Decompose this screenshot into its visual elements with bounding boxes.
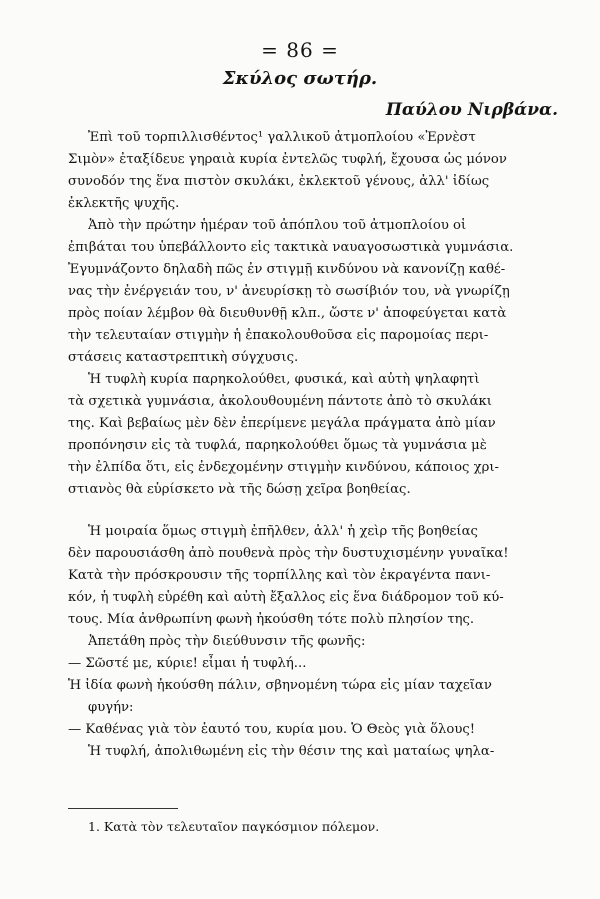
text-line: δὲν παρουσιάσθη ἀπὸ πουθενὰ πρὸς τὴν δυστυχισμένην γυναῖκα! xyxy=(68,546,509,561)
footnote-divider xyxy=(68,808,178,809)
text-line: Σιμὸν» ἐταξίδευε γηραιὰ κυρία ἐντελῶς τυφλή, ἔχουσα ὡς μόνον xyxy=(68,152,507,167)
text-line: Ἡ ἰδία φωνὴ ἠκούσθη πάλιν, σβηνομένη τώρα εἰς μίαν ταχεῖαν xyxy=(68,678,492,693)
text-line: νας τὴν ἐνέργειάν του, ν' ἀνευρίσκῃ τὸ σωσίβιόν του, νὰ γνωρίζῃ xyxy=(68,284,510,299)
text-line: προπόνησιν εἰς τὰ τυφλά, παρηκολούθει ὅμως τὰ γυμνάσια μὲ xyxy=(68,438,487,453)
text-line: τὴν ἐλπίδα ὅτι, εἰς ἐνδεχομένην στιγμὴν κινδύνου, κάποιος χρι- xyxy=(68,460,499,475)
text-line: ἐκλεκτῆς ψυχῆς. xyxy=(68,196,180,211)
text-line: Ἐπὶ τοῦ τορπιλλισθέντος¹ γαλλικοῦ ἀτμοπλοίου «Ἐρνὲστ xyxy=(88,130,476,145)
text-line: τὰ σχετικὰ γυμνάσια, ἀκολουθουμένη πάντοτε ἀπὸ τὸ σκυλάκι xyxy=(68,394,492,409)
footnote: 1. Κατὰ τὸν τελευταῖον παγκόσμιον πόλεμον. xyxy=(88,819,380,834)
text-line: της. Καὶ βεβαίως μὲν δὲν ἐπερίμενε μεγάλα πράγματα ἀπὸ μίαν xyxy=(68,416,496,431)
text-line: στιανὸς θὰ εὑρίσκετο νὰ τῆς δώσῃ χεῖρα βοηθείας. xyxy=(68,482,411,497)
author-name: Παύλου Νιρβάνα. xyxy=(385,100,558,120)
story-title: Σκύλος σωτήρ. xyxy=(222,68,378,89)
text-line: πρὸς ποίαν λέμβον θὰ διευθυνθῇ κλπ., ὥστε ν' ἀποφεύγεται κατὰ xyxy=(68,306,507,321)
text-line: συνοδόν της ἕνα πιστὸν σκυλάκι, ἐκλεκτοῦ γένους, ἀλλ' ἰδίως xyxy=(68,174,490,189)
text-line: κόν, ἡ τυφλὴ εὑρέθη καὶ αὐτὴ ἔξαλλος εἰς ἕνα διάδρομον τοῦ κύ- xyxy=(68,590,504,605)
text-line: Κατὰ τὴν πρόσκρουσιν τῆς τορπίλλης καὶ τὸν ἐκραγέντα πανι- xyxy=(68,568,491,583)
page-number: = 86 = xyxy=(261,38,339,62)
text-line: Ἡ μοιραία ὅμως στιγμὴ ἐπῆλθεν, ἀλλ' ἡ χεὶρ τῆς βοηθείας xyxy=(88,524,478,539)
text-line: φυγήν: xyxy=(88,700,134,715)
text-line: Ἡ τυφλή, ἀπολιθωμένη εἰς τὴν θέσιν της καὶ ματαίως ψηλα- xyxy=(88,744,495,759)
text-line: ἐπιβάται του ὑπεβάλλοντο εἰς τακτικὰ ναυαγοσωστικὰ γυμνάσια. xyxy=(68,240,514,255)
text-line: στάσεις καταστρεπτικὴ σύγχυσις. xyxy=(68,350,299,365)
text-line: Ἀπὸ τὴν πρώτην ἡμέραν τοῦ ἀπόπλου τοῦ ἀτμοπλοίου οἱ xyxy=(88,218,467,233)
text-line: Ἡ τυφλὴ κυρία παρηκολούθει, φυσικά, καὶ αὐτὴ ψηλαφητὶ xyxy=(88,372,480,387)
text-line: — Καθένας γιὰ τὸν ἑαυτό του, κυρία μου. Ὁ Θεὸς γιὰ ὅλους! xyxy=(68,722,476,737)
text-line: Ἐγυμνάζοντο δηλαδὴ πῶς ἐν στιγμῇ κινδύνου νὰ κανονίζῃ καθέ- xyxy=(68,262,506,277)
text-line: τὴν τελευταίαν στιγμὴν ἡ ἐπακολουθοῦσα εἰς παρομοίας περι- xyxy=(68,328,489,343)
text-line: — Σῶστέ με, κύριε! εἶμαι ἡ τυφλή... xyxy=(68,656,307,671)
text-line: Ἀπετάθη πρὸς τὴν διεύθυνσιν τῆς φωνῆς: xyxy=(88,634,366,649)
text-line: τους. Μία ἀνθρωπίνη φωνὴ ἠκούσθη τότε πολὺ πλησίον της. xyxy=(68,612,475,627)
